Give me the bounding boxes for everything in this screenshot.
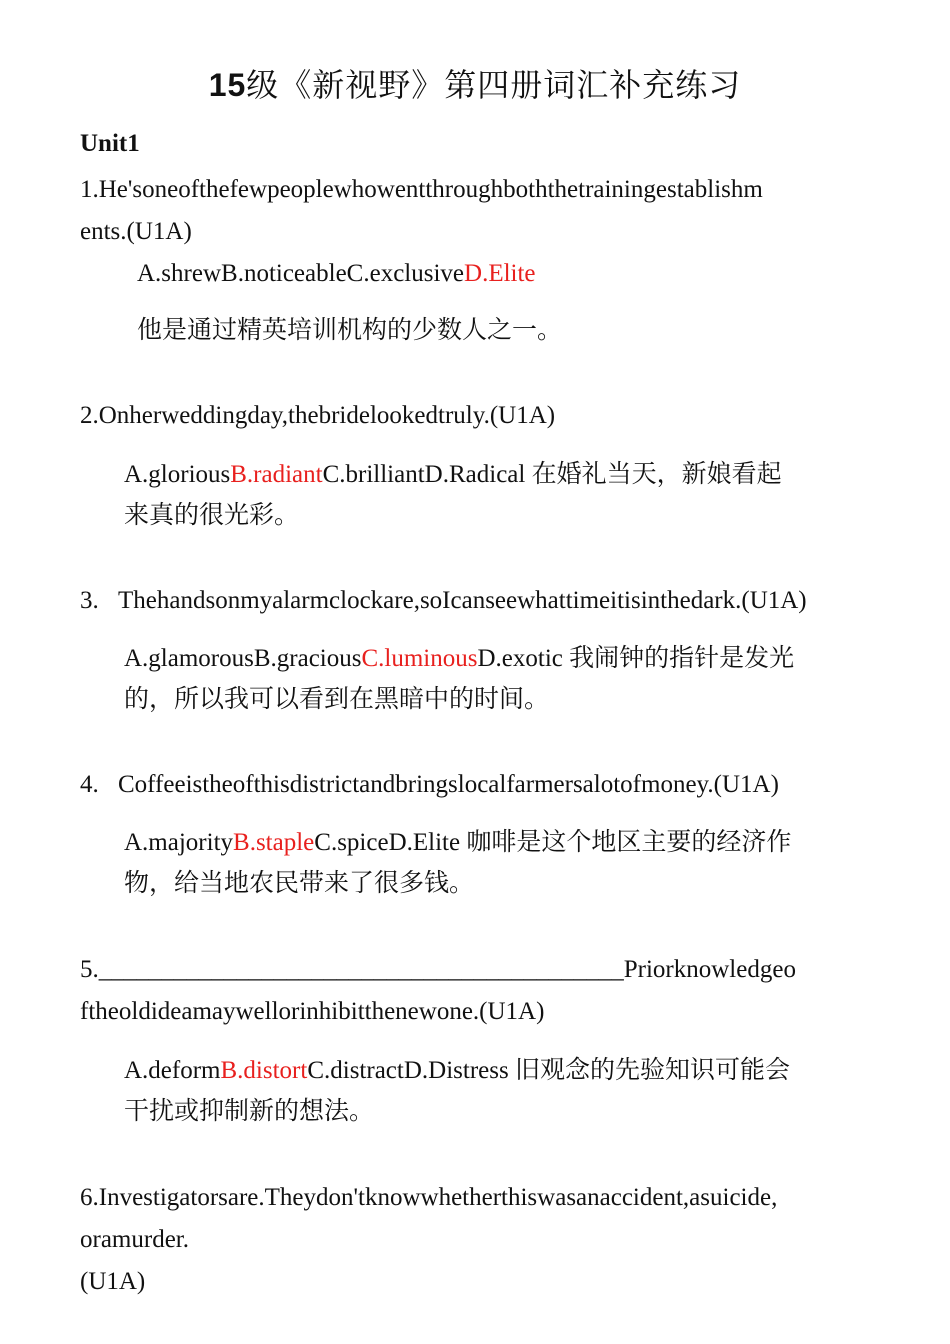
- option-d: D.Radical: [424, 461, 526, 488]
- question-3-number: 3.: [80, 587, 99, 614]
- option-b-answer: B.radiant: [230, 461, 323, 488]
- option-d: D.Distress: [403, 1057, 509, 1084]
- option-b: B.gracious: [253, 645, 362, 672]
- question-4-number: 4.: [80, 771, 99, 798]
- question-3-line-1: [80, 587, 807, 615]
- question-3-translation-1: 我闹钟的指针是发光: [569, 643, 795, 672]
- question-6-line-2: oramurder.: [80, 1226, 189, 1253]
- option-b-answer: B.staple: [233, 829, 315, 856]
- question-6-line-1: 6.Investigatorsare.Theydon'tknowwhetherthiswasanaccident,asuicide,: [80, 1184, 778, 1211]
- option-a: A.glamorous: [124, 645, 254, 672]
- option-d: D.Elite: [388, 829, 461, 856]
- question-6-line-3: (U1A): [80, 1268, 146, 1295]
- option-c: C.exclusive: [346, 260, 465, 287]
- option-c: C.distract: [307, 1057, 404, 1084]
- question-4-line-1: [80, 771, 779, 799]
- option-a: A.majority: [124, 829, 234, 856]
- question-4-options: [124, 822, 791, 858]
- question-1-options: [137, 260, 536, 288]
- question-5-options: [124, 1050, 790, 1086]
- option-c: C.spice: [314, 829, 389, 856]
- question-3-text: Thehandsonmyalarmclockare,soIcanseewhattimeitisinthedark.(U1A): [118, 587, 807, 614]
- question-5-translation-2: 干扰或抑制新的想法。: [124, 1096, 375, 1125]
- question-1-line-2: ents.(U1A): [80, 218, 192, 245]
- question-3-translation-2: 的，所以我可以看到在黑暗中的时间。: [124, 684, 550, 713]
- option-a: A.deform: [124, 1057, 221, 1084]
- option-b: B.noticeable: [221, 260, 347, 287]
- option-d: D.exotic: [477, 645, 563, 672]
- option-a: A.shrew: [137, 260, 222, 287]
- question-2-translation-1: 在婚礼当天，新娘看起: [531, 459, 782, 488]
- option-c-answer: C.luminous: [361, 645, 478, 672]
- question-2-translation-2: 来真的很光彩。: [124, 500, 300, 529]
- unit-heading: Unit1: [80, 130, 140, 157]
- question-1-line-1: 1.He'soneofthefewpeoplewhowentthroughboththetrainingestablishm: [80, 176, 763, 203]
- question-4-text: Coffeeistheofthisdistrictandbringslocalfarmersalotofmoney.(U1A): [118, 771, 779, 798]
- option-b-answer: B.distort: [220, 1057, 308, 1084]
- question-2-options: [124, 454, 782, 490]
- question-2-line-1: 2.Onherweddingday,thebridelookedtruly.(U1A): [80, 402, 556, 429]
- option-d-answer: D.Elite: [464, 260, 536, 287]
- question-3-options: [124, 638, 794, 674]
- question-5-translation-1: 旧观念的先验知识可能会: [514, 1055, 790, 1084]
- question-4-translation-1: 咖啡是这个地区主要的经济作: [466, 827, 792, 856]
- option-a: A.glorious: [124, 461, 231, 488]
- page-title: 15级《新视野》第四册词汇补充练习: [208, 66, 742, 104]
- question-4-translation-2: 物，给当地农民带来了很多钱。: [124, 868, 475, 897]
- option-c: C.brilliant: [322, 461, 425, 488]
- question-5-line-1: 5.__________________________________________Priorknowledgeo: [80, 956, 796, 983]
- question-1-translation: 他是通过精英培训机构的少数人之一。: [137, 315, 563, 344]
- question-5-line-2: ftheoldideamaywellorinhibitthenewone.(U1A): [80, 998, 545, 1025]
